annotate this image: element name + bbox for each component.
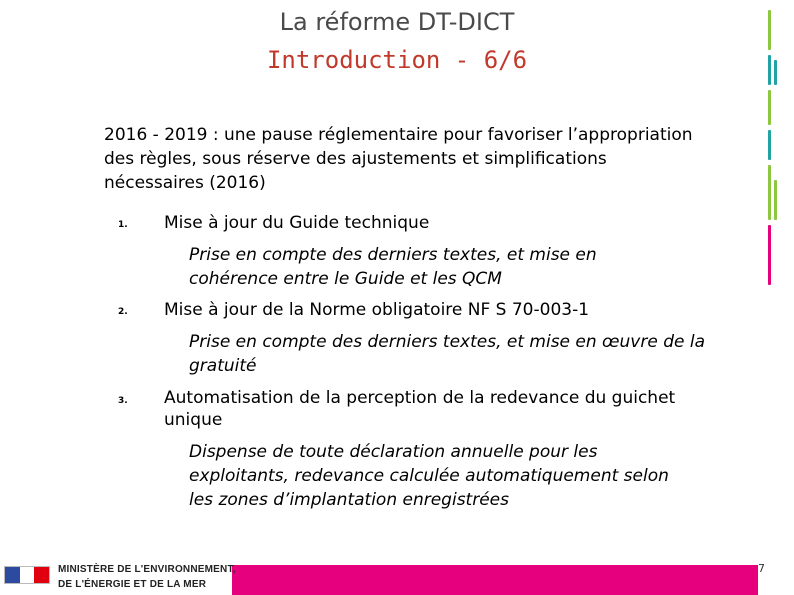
ministry-line: DE L'ÉNERGIE ET DE LA MER xyxy=(58,579,207,590)
ministry-name xyxy=(58,562,236,592)
decorative-line xyxy=(768,90,771,125)
page-number: 7 xyxy=(758,562,788,575)
decorative-line xyxy=(774,60,777,85)
decorative-line xyxy=(768,225,771,285)
decorative-line xyxy=(768,165,771,220)
intro-paragraph: 2016 - 2019 : une pause réglementaire pour favoriser l’appropriation des règles, sous réserve des ajustements et simplifications nécessaires (2016) xyxy=(104,125,693,193)
decorative-line xyxy=(768,55,771,85)
ministry-line: MINISTÈRE DE L'ENVIRONNEMENT, xyxy=(58,564,236,575)
slide-title: La réforme DT-DICT xyxy=(279,8,515,36)
item-number: 3. xyxy=(118,396,128,406)
marianne-logo-icon xyxy=(4,566,50,584)
decorative-line xyxy=(768,10,771,50)
item-description: Dispense de toute déclaration annuelle pour les exploitants, redevance calculée automatiquement selon les zones d’implantation enregistrées xyxy=(189,442,669,510)
item-heading: Mise à jour du Guide technique xyxy=(164,213,430,233)
decorative-line xyxy=(768,130,771,160)
item-number: 2. xyxy=(118,307,128,317)
item-heading: Mise à jour de la Norme obligatoire NF S 70-003-1 xyxy=(164,300,590,320)
item-description: Prise en compte des derniers textes, et mise en œuvre de la gratuité xyxy=(189,332,706,376)
item-number: 1. xyxy=(118,220,128,230)
item-description: Prise en compte des derniers textes, et mise en cohérence entre le Guide et les QCM xyxy=(189,245,597,289)
footer-band xyxy=(232,565,758,595)
slide-subtitle: Introduction - 6/6 xyxy=(266,46,528,74)
decorative-line xyxy=(774,180,777,220)
item-heading: Automatisation de la perception de la redevance du guichet unique xyxy=(164,388,676,430)
